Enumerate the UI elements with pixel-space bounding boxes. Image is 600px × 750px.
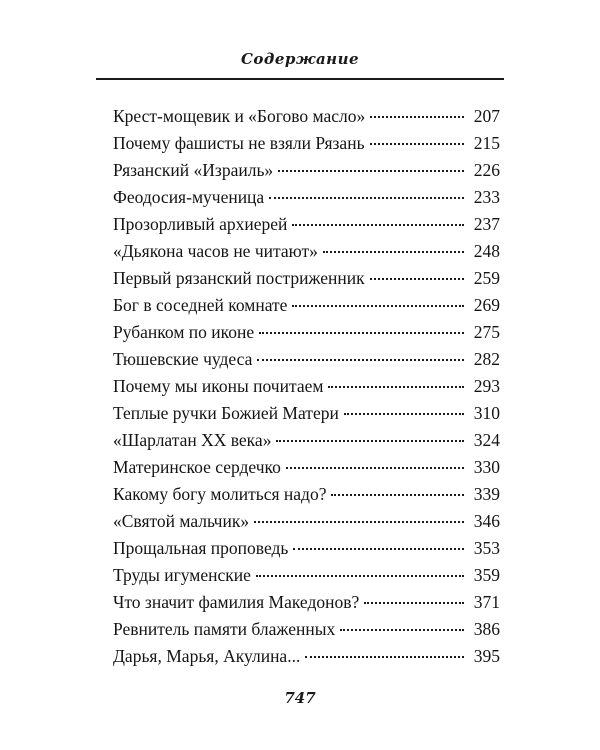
toc-entry-page-number: 371 [473,592,500,612]
toc-entry-page-number: 386 [473,619,500,639]
dot-leader [331,494,464,496]
dot-leader [340,629,464,631]
toc-entry-title: Ревнитель памяти блаженных [113,619,336,639]
toc-entry [113,238,500,265]
toc-entry-page-number: 207 [473,106,500,126]
toc-entry-title: Бог в соседней комнате [113,295,288,315]
toc-entry-title: «Шарлатан XX века» [113,430,272,450]
dot-leader [344,413,464,415]
toc-entry [113,103,500,130]
page-number: 747 [284,689,316,707]
toc-entry-title: «Дьякона часов не читают» [113,241,318,261]
toc-entry-title: Тюшевские чудеса [113,349,253,369]
dot-leader [323,251,464,253]
toc-entry [113,319,500,346]
toc-entry-page-number: 275 [473,322,500,342]
toc-entry [113,400,500,427]
toc-entry-page-number: 359 [473,565,500,585]
dot-leader [286,467,464,469]
dot-leader [370,143,464,145]
toc-entry-title: Крест-мощевик и «Богово масло» [113,106,366,126]
toc-entry [113,373,500,400]
toc-entry [113,427,500,454]
toc-entry [113,535,500,562]
toc-entry-page-number: 269 [473,295,500,315]
toc-entry [113,184,500,211]
toc-entry [113,562,500,589]
toc-entry-title: Прозорливый архиерей [113,214,288,234]
toc-entry [113,508,500,535]
toc-entry-page-number: 293 [473,376,500,396]
toc-entry [113,157,500,184]
toc-entry-title: Феодосия-мученица [113,187,265,207]
dot-leader [364,602,464,604]
dot-leader [278,170,464,172]
toc-entry-title: Рязанский «Израиль» [113,160,274,180]
toc-entry [113,346,500,373]
toc-entry-page-number: 346 [473,511,500,531]
toc-entry-page-number: 237 [473,214,500,234]
toc-entry-page-number: 259 [473,268,500,288]
toc-entry-page-number: 353 [473,538,500,558]
toc-entry [113,589,500,616]
toc-entry-title: Прощальная проповедь [113,538,289,558]
toc-entry-page-number: 395 [473,646,500,666]
toc-entry-title: Почему фашисты не взяли Рязань [113,133,365,153]
toc-entry-title: Дарья, Марья, Акулина... [113,646,301,666]
toc-entry-title: «Святой мальчик» [113,511,250,531]
toc-entry [113,454,500,481]
toc-entry-page-number: 215 [473,133,500,153]
toc-entry-page-number: 339 [473,484,500,504]
toc-entry-title: Почему мы иконы почитаем [113,376,324,396]
dot-leader [328,386,464,388]
toc-entry [113,481,500,508]
dot-leader [259,332,464,334]
toc-entry-title: Труды игуменские [113,565,251,585]
dot-leader [293,548,464,550]
dot-leader [292,224,464,226]
toc-entry-page-number: 310 [473,403,500,423]
toc-entry-title: Материнское сердечко [113,457,281,477]
header-rule [96,78,504,80]
dot-leader [269,197,464,199]
toc-entry [113,265,500,292]
dot-leader [276,440,464,442]
toc-entry [113,130,500,157]
dot-leader [254,521,464,523]
toc-entry-title: Что значит фамилия Македонов? [113,592,360,612]
dot-leader [257,359,464,361]
toc-entry-page-number: 226 [473,160,500,180]
toc-entry [113,643,500,670]
toc-entry-title: Теплые ручки Божией Матери [113,403,339,423]
dot-leader [256,575,464,577]
toc-entry-page-number: 233 [473,187,500,207]
toc-entry-title: Какому богу молиться надо? [113,484,327,504]
toc-entry-page-number: 248 [473,241,500,261]
toc-entry-page-number: 330 [473,457,500,477]
toc-entry-title: Первый рязанский постриженник [113,268,365,288]
dot-leader [292,305,464,307]
running-head: Содержание [240,50,360,68]
table-of-contents [113,103,500,670]
dot-leader [370,278,464,280]
toc-entry [113,616,500,643]
dot-leader [370,116,464,118]
toc-entry [113,211,500,238]
toc-entry-page-number: 282 [473,349,500,369]
toc-entry-page-number: 324 [473,430,500,450]
dot-leader [305,656,464,658]
toc-entry-title: Рубанком по иконе [113,322,255,342]
toc-entry [113,292,500,319]
